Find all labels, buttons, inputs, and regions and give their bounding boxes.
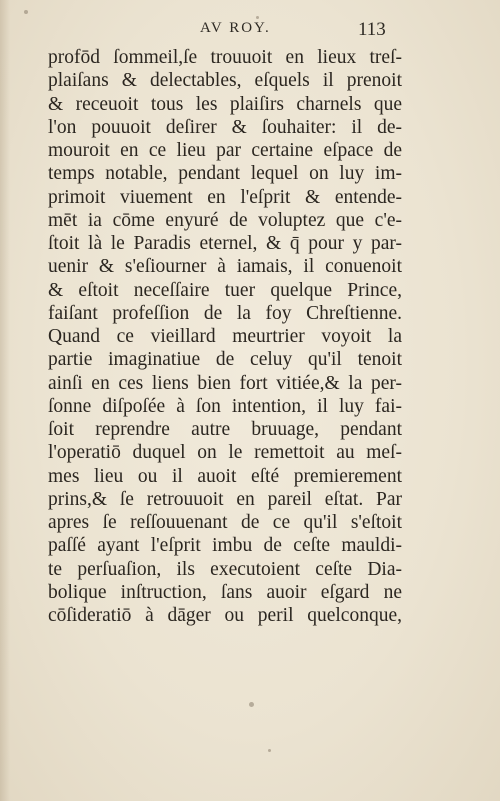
- text-line: faiſant profeſſion de la foy Chreſtienne.: [48, 302, 402, 324]
- text-line: te perſuaſion, ils executoient ceſte Dia-: [48, 558, 402, 580]
- text-line: paſſé ayant l'eſprit imbu de ceſte mauldi-: [48, 535, 402, 557]
- text-line: bolique inſtruction, ſans auoir eſgard ne: [48, 581, 402, 603]
- text-line: ſtoit là le Paradis eternel, & q̄ pour y par-: [48, 233, 402, 254]
- text-line: partie imaginatiue de celuy qu'il tenoit: [48, 349, 402, 371]
- paper-speck: [249, 702, 254, 707]
- text-line: mes lieu ou il auoit eſté premierement: [48, 465, 402, 487]
- text-line: l'operatiō duquel on le remettoit au meſ-: [48, 442, 402, 464]
- paper-speck: [256, 16, 259, 19]
- page-number: 113: [358, 19, 386, 40]
- text-line: apres ſe reſſouuenant de ce qu'il s'eſtoit: [48, 512, 402, 533]
- running-head: AV ROY.: [200, 20, 271, 36]
- text-line: profōd ſommeil,ſe trouuoit en lieux treſ-: [48, 47, 402, 68]
- text-line: l'on pouuoit deſirer & ſouhaiter: il de-: [48, 116, 402, 138]
- page-header: [0, 20, 500, 48]
- text-line: ſonne diſpoſée à ſon intention, il luy fai-: [48, 395, 402, 417]
- text-line: & eſtoit neceſſaire tuer quelque Prince,: [48, 279, 402, 301]
- text-line: cōſideratiō à dāger ou peril quelconque,: [48, 605, 402, 626]
- text-line: mēt ia cōme enyuré de voluptez que c'e-: [48, 209, 402, 231]
- text-line: uenir & s'eſiourner à iamais, il conuenoit: [48, 256, 402, 278]
- text-line: plaiſans & delectables, eſquels il prenoit: [48, 70, 402, 92]
- paper-speck: [24, 10, 28, 14]
- text-line: mouroit en ce lieu par certaine eſpace de: [48, 140, 402, 161]
- text-line: prins,& ſe retrouuoit en pareil eſtat. Par: [48, 488, 402, 510]
- paper-speck: [268, 749, 271, 752]
- text-line: temps notable, pendant lequel on luy im-: [48, 163, 402, 185]
- text-line: primoit viuement en l'eſprit & entende-: [48, 186, 402, 208]
- text-line: & receuoit tous les plaiſirs charnels que: [48, 93, 402, 115]
- text-line: Quand ce vieillard meurtrier voyoit la: [48, 326, 402, 347]
- text-line: ainſi en ces liens bien fort vitiée,& la per-: [48, 372, 402, 394]
- text-line: ſoit reprendre autre bruuage, pendant: [48, 419, 402, 440]
- page-edge-shadow: [0, 0, 10, 801]
- body-text: [48, 46, 402, 627]
